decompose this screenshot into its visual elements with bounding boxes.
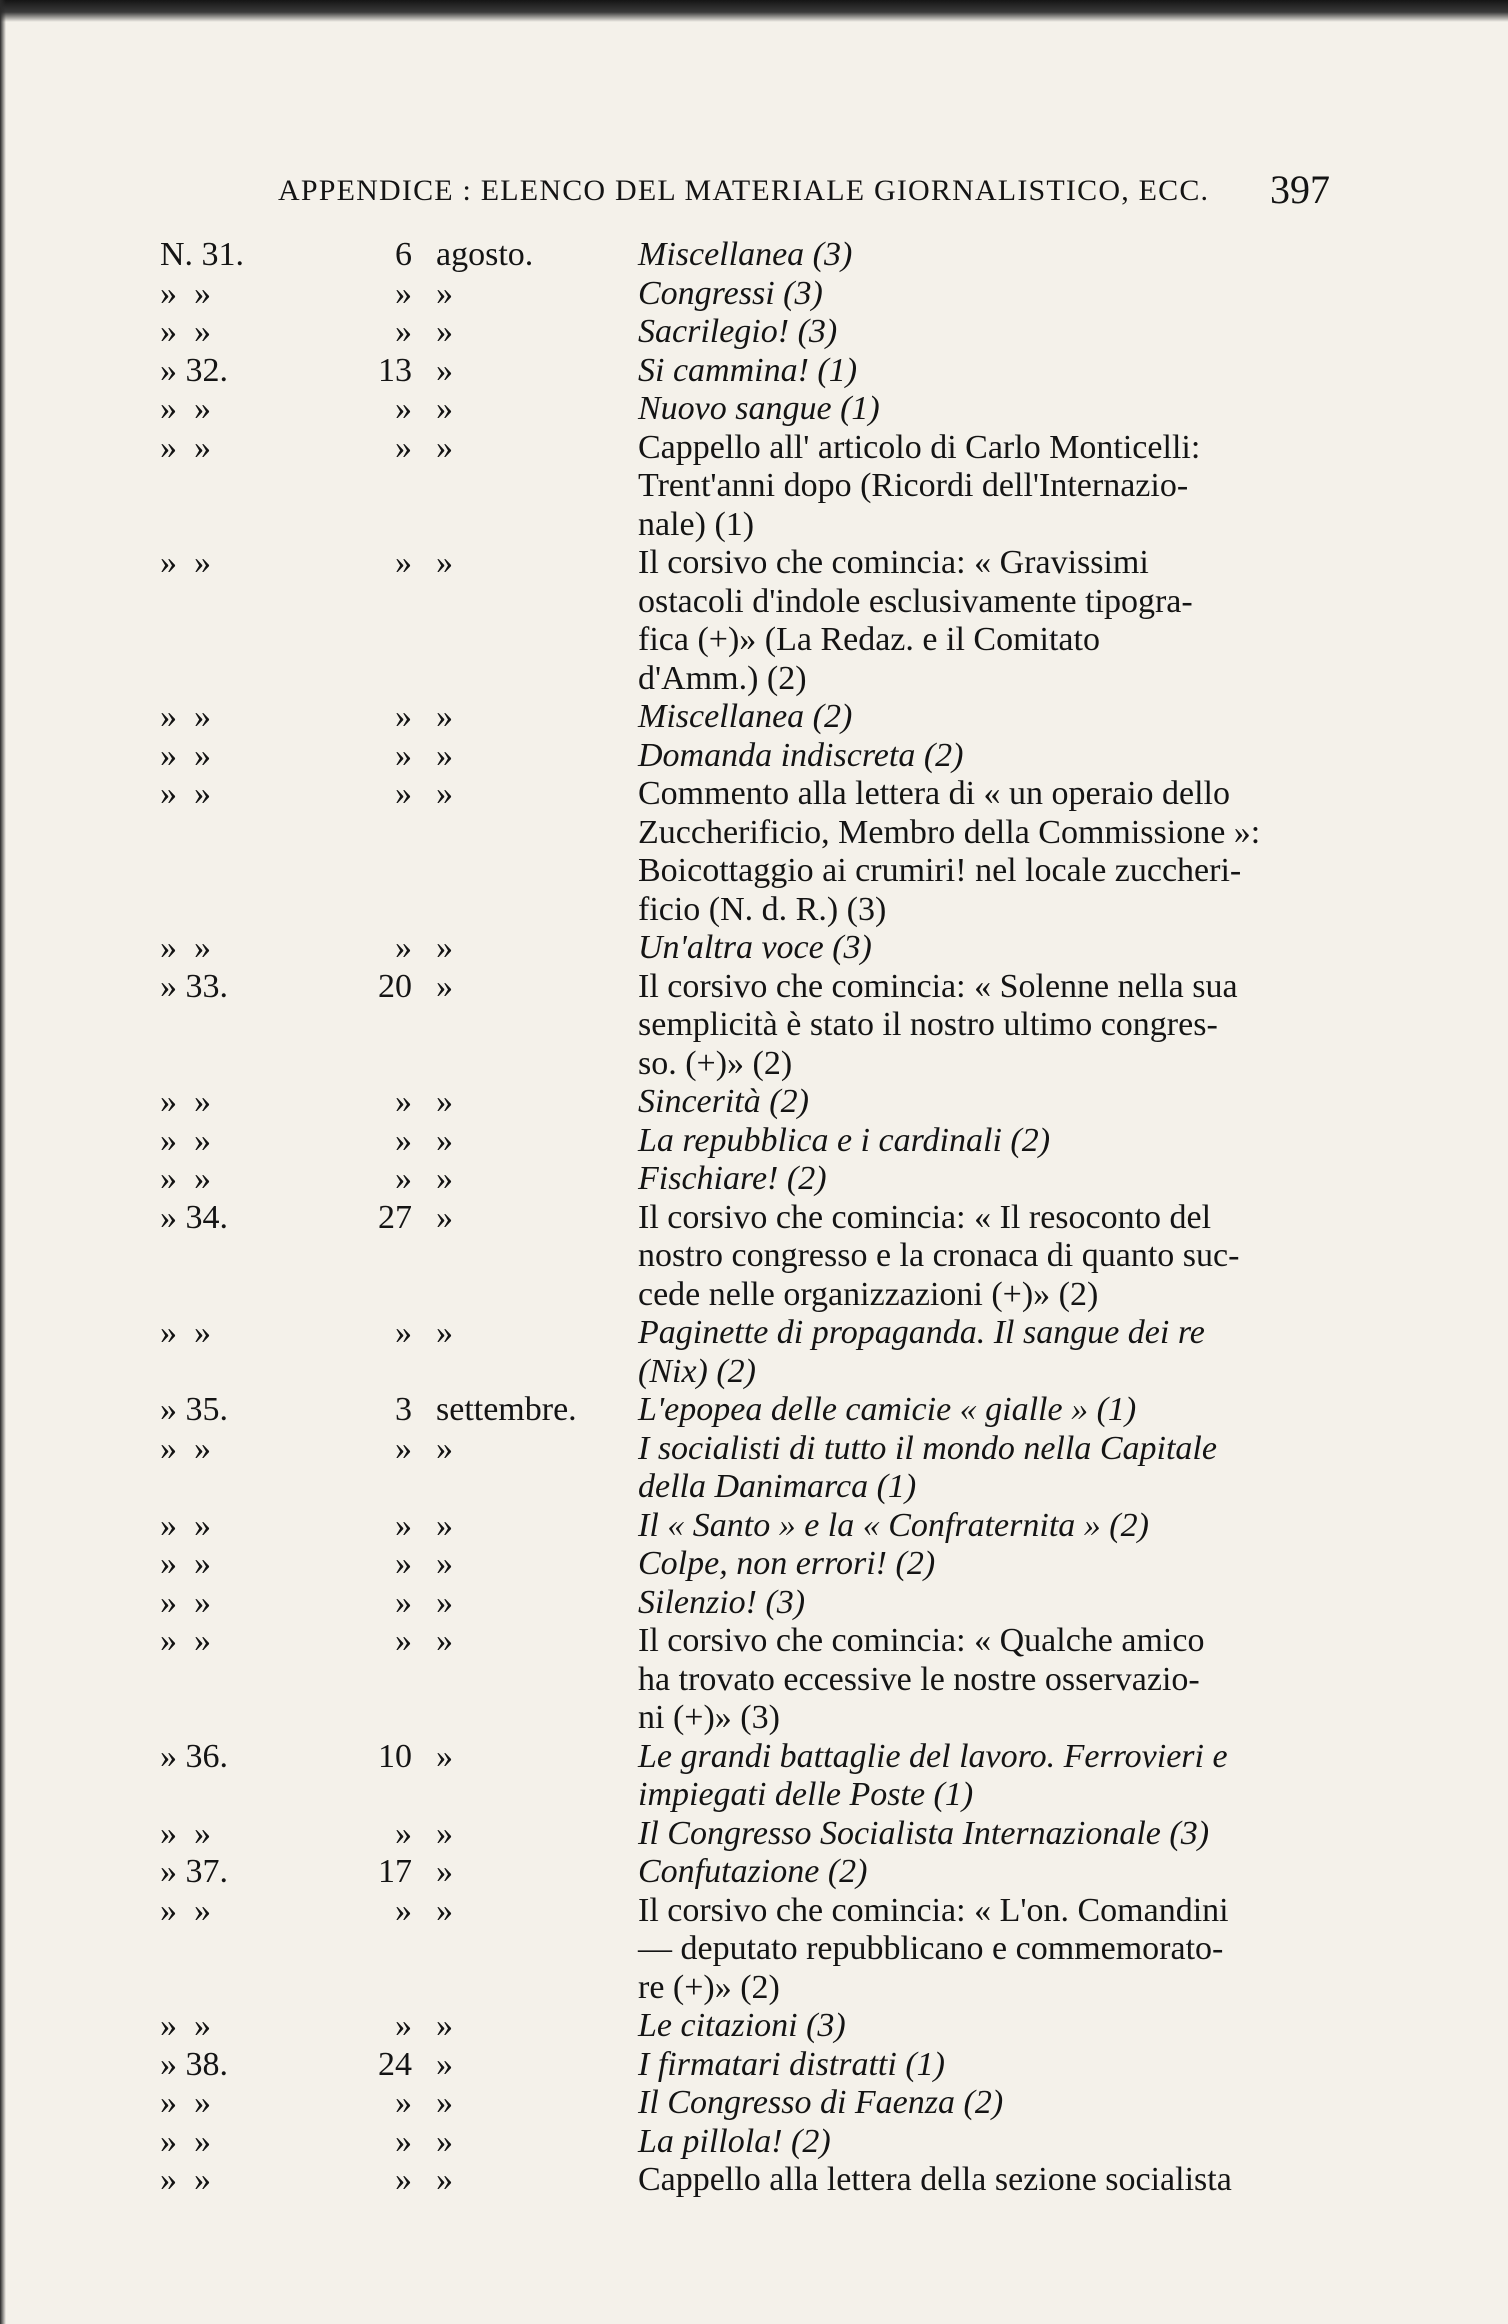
description-line: La repubblica e i cardinali (2) — [638, 1121, 1051, 1159]
article-description — [638, 352, 1270, 391]
article-description — [638, 429, 1270, 545]
list-item — [160, 236, 1350, 275]
issue-day: » — [395, 1891, 412, 1929]
issue-month: » — [436, 1121, 453, 1159]
article-description — [638, 1507, 1270, 1546]
issue-month: » — [436, 1583, 453, 1621]
issue-month: » — [436, 1622, 453, 1659]
issue-day: » — [395, 1506, 412, 1544]
article-description — [638, 1083, 1270, 1122]
list-item — [160, 275, 1350, 314]
description-line: Domanda indiscreta (2) — [638, 736, 964, 774]
entry-list — [160, 236, 1350, 2200]
description-line: ficio (N. d. R.) (3) — [638, 890, 887, 928]
issue-day: » — [395, 2161, 412, 2198]
issue-number: » » — [160, 544, 211, 581]
list-item — [160, 1853, 1350, 1892]
description-line: Paginette di propaganda. Il sangue dei re — [638, 1314, 1205, 1351]
description-line: La pillola! (2) — [638, 2122, 831, 2160]
description-line: Cappello all' articolo di Carlo Monticelli: — [638, 428, 1201, 466]
description-line: Commento alla lettera di « un operaio dello — [638, 775, 1230, 812]
list-item — [160, 1122, 1350, 1161]
issue-month: » — [436, 2122, 453, 2160]
list-item — [160, 698, 1350, 737]
article-description — [638, 1584, 1270, 1623]
description-line: nostro congresso e la cronaca di quanto suc- — [638, 1237, 1240, 1274]
issue-number: » » — [160, 2122, 211, 2160]
article-description — [638, 1391, 1270, 1430]
issue-day: » — [395, 1583, 412, 1621]
description-line: nale) (1) — [638, 505, 755, 543]
issue-month: » — [436, 1545, 453, 1582]
description-line: Congressi (3) — [638, 274, 823, 312]
description-line: Il corsivo che comincia: « Solenne nella sua — [638, 967, 1238, 1005]
article-description — [638, 968, 1270, 1084]
description-line: della Danimarca (1) — [638, 1468, 917, 1505]
article-description — [638, 313, 1270, 352]
issue-month: » — [436, 967, 453, 1005]
description-line: Miscellanea (2) — [638, 698, 853, 735]
article-description — [638, 1545, 1270, 1584]
issue-day: 10 — [378, 1737, 412, 1775]
description-line: (Nix) (2) — [638, 1352, 757, 1390]
issue-day: » — [395, 736, 412, 774]
list-item — [160, 1507, 1350, 1546]
description-line: d'Amm.) (2) — [638, 659, 807, 697]
description-line: Trent'anni dopo (Ricordi dell'Internazio- — [638, 467, 1189, 504]
issue-number: » » — [160, 313, 211, 350]
issue-month: » — [436, 1891, 453, 1929]
issue-number: » » — [160, 1083, 211, 1120]
issue-number: » » — [160, 428, 211, 466]
description-line: Sacrilegio! (3) — [638, 313, 838, 350]
article-description — [638, 1160, 1270, 1199]
issue-day: » — [395, 428, 412, 466]
list-item — [160, 775, 1350, 929]
article-description — [638, 929, 1270, 968]
description-line: Miscellanea (3) — [638, 236, 853, 273]
list-item — [160, 1314, 1350, 1391]
article-description — [638, 275, 1270, 314]
article-description — [638, 2123, 1270, 2162]
description-line: impiegati delle Poste (1) — [638, 1776, 974, 1813]
article-description — [638, 698, 1270, 737]
issue-number: » » — [160, 1545, 211, 1582]
issue-month: settembre. — [436, 1391, 577, 1428]
issue-day: 20 — [378, 967, 412, 1005]
issue-number: » » — [160, 390, 211, 427]
description-line: ha trovato eccessive le nostre osservazio- — [638, 1660, 1200, 1698]
description-line: Cappello alla lettera della sezione socialista — [638, 2161, 1232, 2198]
description-line: Silenzio! (3) — [638, 1583, 806, 1621]
issue-number: » » — [160, 1506, 211, 1544]
article-description — [638, 737, 1270, 776]
article-description — [638, 2046, 1270, 2085]
issue-month: » — [436, 698, 453, 735]
issue-day: » — [395, 1083, 412, 1120]
list-item — [160, 1391, 1350, 1430]
issue-month: » — [436, 274, 453, 312]
issue-number: » 32. — [160, 351, 228, 389]
list-item — [160, 313, 1350, 352]
list-item — [160, 1160, 1350, 1199]
description-line: Le grandi battaglie del lavoro. Ferrovieri e — [638, 1737, 1228, 1775]
issue-day: 3 — [395, 1391, 412, 1428]
issue-month: » — [436, 390, 453, 427]
page-number: 397 — [1270, 167, 1330, 212]
issue-month: » — [436, 736, 453, 774]
list-item — [160, 2084, 1350, 2123]
issue-month: » — [436, 2007, 453, 2044]
issue-day: » — [395, 1160, 412, 1197]
issue-day: » — [395, 544, 412, 581]
issue-number: » » — [160, 929, 211, 966]
list-item — [160, 2123, 1350, 2162]
issue-number: » » — [160, 1429, 211, 1467]
list-item — [160, 1083, 1350, 1122]
issue-day: » — [395, 390, 412, 427]
issue-month: » — [436, 1506, 453, 1544]
article-description — [638, 2084, 1270, 2123]
issue-day: » — [395, 1814, 412, 1852]
description-line: I firmatari distratti (1) — [638, 2045, 945, 2083]
issue-number: » » — [160, 775, 211, 812]
description-line: Il « Santo » e la « Confraternita » (2) — [638, 1506, 1149, 1544]
issue-day: » — [395, 1429, 412, 1467]
description-line: Un'altra voce (3) — [638, 929, 872, 966]
issue-month: » — [436, 2161, 453, 2198]
issue-month: » — [436, 775, 453, 812]
article-description — [638, 236, 1270, 275]
description-line: Confutazione (2) — [638, 1853, 868, 1890]
issue-number: N. 31. — [160, 236, 245, 273]
article-description — [638, 1853, 1270, 1892]
issue-number: » » — [160, 1160, 211, 1197]
list-item — [160, 1430, 1350, 1507]
running-title: APPENDICE : ELENCO DEL MATERIALE GIORNALISTICO, ECC. — [278, 174, 1210, 207]
article-description — [638, 775, 1270, 929]
issue-number: » 38. — [160, 2045, 228, 2083]
description-line: ostacoli d'indole esclusivamente tipogra- — [638, 582, 1193, 620]
description-line: so. (+)» (2) — [638, 1044, 793, 1082]
issue-day: 17 — [378, 1853, 412, 1890]
issue-month: » — [436, 929, 453, 966]
issue-month: » — [436, 1198, 453, 1236]
description-line: fica (+)» (La Redaz. e il Comitato — [638, 621, 1100, 658]
article-description — [638, 2007, 1270, 2046]
description-line: Sincerità (2) — [638, 1083, 809, 1120]
issue-month: » — [436, 1160, 453, 1197]
description-line: re (+)» (2) — [638, 1968, 780, 2006]
issue-month: agosto. — [436, 236, 534, 273]
article-description — [638, 2161, 1270, 2200]
description-line: semplicità è stato il nostro ultimo congres- — [638, 1006, 1218, 1043]
issue-day: » — [395, 698, 412, 735]
issue-number: » » — [160, 2084, 211, 2121]
description-line: Si cammina! (1) — [638, 351, 858, 389]
issue-number: » » — [160, 274, 211, 312]
article-description — [638, 544, 1270, 698]
issue-day: » — [395, 1545, 412, 1582]
issue-day: » — [395, 2084, 412, 2121]
description-line: L'epopea delle camicie « gialle » (1) — [638, 1391, 1137, 1428]
issue-day: » — [395, 2122, 412, 2160]
issue-number: » » — [160, 2161, 211, 2198]
list-item — [160, 1545, 1350, 1584]
issue-month: » — [436, 428, 453, 466]
description-line: I socialisti di tutto il mondo nella Capitale — [638, 1429, 1217, 1467]
description-line: — deputato repubblicano e commemorato- — [638, 1930, 1224, 1967]
description-line: Nuovo sangue (1) — [638, 390, 880, 427]
issue-number: » » — [160, 1314, 211, 1351]
description-line: Boicottaggio ai crumiri! nel locale zuccheri- — [638, 852, 1242, 889]
issue-number: » » — [160, 1121, 211, 1159]
list-item — [160, 2007, 1350, 2046]
issue-number: » 36. — [160, 1737, 228, 1775]
article-description — [638, 390, 1270, 429]
issue-day: 27 — [378, 1198, 412, 1236]
issue-number: » 34. — [160, 1198, 228, 1236]
list-item — [160, 544, 1350, 698]
description-line: Il corsivo che comincia: « L'on. Comandini — [638, 1891, 1229, 1929]
article-description — [638, 1430, 1270, 1507]
issue-day: » — [395, 2007, 412, 2044]
description-line: Il Congresso di Faenza (2) — [638, 2084, 1004, 2121]
issue-month: » — [436, 2045, 453, 2083]
issue-number: » » — [160, 1891, 211, 1929]
list-item — [160, 352, 1350, 391]
issue-number: » 37. — [160, 1853, 228, 1890]
description-line: Il corsivo che comincia: « Il resoconto del — [638, 1198, 1212, 1236]
issue-number: » » — [160, 1583, 211, 1621]
issue-number: » » — [160, 1622, 211, 1659]
issue-number: » » — [160, 2007, 211, 2044]
article-description — [638, 1892, 1270, 2008]
issue-day: » — [395, 274, 412, 312]
issue-day: » — [395, 929, 412, 966]
article-description — [638, 1199, 1270, 1315]
issue-number: » 33. — [160, 967, 228, 1005]
issue-day: » — [395, 775, 412, 812]
list-item — [160, 1584, 1350, 1623]
list-item — [160, 390, 1350, 429]
list-item — [160, 1738, 1350, 1815]
issue-month: » — [436, 1083, 453, 1120]
list-item — [160, 968, 1350, 1084]
list-item — [160, 2161, 1350, 2200]
issue-month: » — [436, 351, 453, 389]
issue-day: » — [395, 1622, 412, 1659]
issue-month: » — [436, 1737, 453, 1775]
list-item — [160, 1815, 1350, 1854]
list-item — [160, 929, 1350, 968]
article-description — [638, 1622, 1270, 1738]
page-header — [278, 166, 1330, 218]
issue-number: » » — [160, 698, 211, 735]
issue-day: » — [395, 313, 412, 350]
list-item — [160, 429, 1350, 545]
list-item — [160, 1199, 1350, 1315]
issue-month: » — [436, 1429, 453, 1467]
list-item — [160, 2046, 1350, 2085]
issue-month: » — [436, 1314, 453, 1351]
issue-month: » — [436, 544, 453, 581]
description-line: Il Congresso Socialista Internazionale (3) — [638, 1814, 1210, 1852]
article-description — [638, 1314, 1270, 1391]
issue-number: » » — [160, 736, 211, 774]
description-line: Zuccherificio, Membro della Commissione »: — [638, 813, 1261, 851]
list-item — [160, 1622, 1350, 1738]
description-line: Le citazioni (3) — [638, 2007, 846, 2044]
issue-day: » — [395, 1121, 412, 1159]
issue-month: » — [436, 2084, 453, 2121]
issue-number: » » — [160, 1814, 211, 1852]
article-description — [638, 1122, 1270, 1161]
issue-day: 13 — [378, 351, 412, 389]
description-line: Il corsivo che comincia: « Gravissimi — [638, 544, 1149, 581]
description-line: cede nelle organizzazioni (+)» (2) — [638, 1275, 1099, 1313]
list-item — [160, 1892, 1350, 2008]
list-item — [160, 737, 1350, 776]
article-description — [638, 1738, 1270, 1815]
issue-month: » — [436, 313, 453, 350]
issue-month: » — [436, 1853, 453, 1890]
description-line: Colpe, non errori! (2) — [638, 1545, 936, 1582]
issue-day: 6 — [395, 236, 412, 273]
issue-day: » — [395, 1314, 412, 1351]
issue-number: » 35. — [160, 1391, 228, 1428]
issue-month: » — [436, 1814, 453, 1852]
scan-left-shadow — [0, 0, 6, 2324]
description-line: Il corsivo che comincia: « Qualche amico — [638, 1622, 1205, 1659]
description-line: ni (+)» (3) — [638, 1699, 780, 1736]
issue-day: 24 — [378, 2045, 412, 2083]
scan-top-shadow — [0, 0, 1508, 22]
article-description — [638, 1815, 1270, 1854]
description-line: Fischiare! (2) — [638, 1160, 827, 1197]
